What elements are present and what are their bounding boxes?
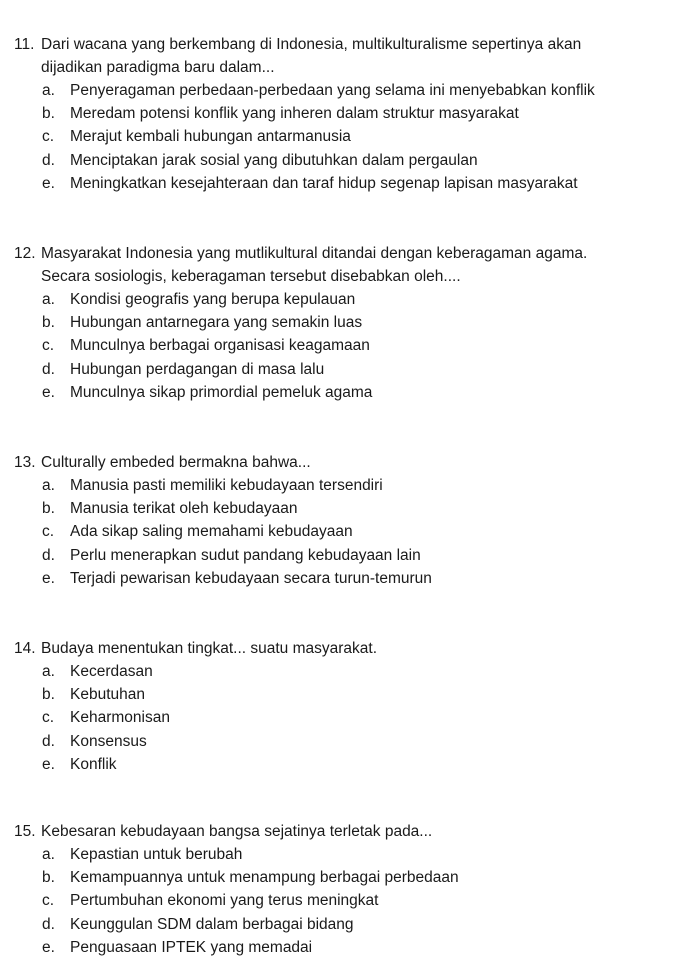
question-14 [14, 637, 684, 776]
option-text: Menciptakan jarak sosial yang dibutuhkan dalam pergaulan [70, 151, 478, 169]
option-e [14, 567, 684, 590]
option-letter: c. [42, 337, 55, 355]
option-b [14, 866, 684, 889]
option-d [14, 149, 684, 172]
option-a [14, 843, 684, 866]
option-letter: d. [42, 360, 55, 378]
option-letter: d. [42, 546, 55, 564]
question-stem [14, 451, 684, 474]
option-letter: b. [42, 500, 55, 518]
question-text-line-2: Secara sosiologis, keberagaman tersebut disebabkan oleh.... [41, 268, 461, 285]
question-12 [14, 242, 684, 404]
option-letter: d. [42, 732, 55, 750]
option-text: Kondisi geografis yang berupa kepulauan [70, 291, 356, 308]
option-c [14, 334, 684, 357]
option-text: Manusia pasti memiliki kebudayaan tersendiri [70, 477, 383, 494]
option-text: Manusia terikat oleh kebudayaan [70, 500, 298, 518]
option-e [14, 753, 684, 776]
question-stem [14, 820, 684, 843]
option-text: Terjadi pewarisan kebudayaan secara turun-temurun [70, 569, 432, 587]
option-text: Keunggulan SDM dalam berbagai bidang [70, 915, 354, 933]
question-text-line-2: dijadikan paradigma baru dalam... [41, 59, 275, 76]
options-list [14, 79, 684, 195]
option-a [14, 79, 684, 102]
option-letter: c. [42, 709, 55, 727]
question-stem [14, 33, 684, 56]
option-text: Kepastian untuk berubah [70, 846, 243, 863]
options-list [14, 288, 684, 404]
option-text: Kebutuhan [70, 686, 145, 704]
option-text: Pertumbuhan ekonomi yang terus meningkat [70, 892, 379, 910]
option-text: Konflik [70, 755, 117, 773]
option-letter: a. [42, 82, 55, 99]
question-11 [14, 33, 684, 195]
option-text: Perlu menerapkan sudut pandang kebudayaan lain [70, 546, 421, 564]
option-letter: d. [42, 915, 55, 933]
option-c [14, 125, 684, 148]
question-text-line-1: Masyarakat Indonesia yang mutlikultural ditandai dengan keberagaman agama. [41, 245, 588, 262]
option-text: Ada sikap saling memahami kebudayaan [70, 523, 353, 541]
option-c [14, 520, 684, 543]
option-text: Merajut kembali hubungan antarmanusia [70, 128, 351, 146]
option-text: Munculnya sikap primordial pemeluk agama [70, 383, 373, 401]
option-letter: a. [42, 846, 55, 863]
options-list [14, 843, 684, 959]
option-text: Penguasaan IPTEK yang memadai [70, 938, 313, 956]
option-letter: a. [42, 477, 55, 494]
option-c [14, 706, 684, 729]
option-text: Keharmonisan [70, 709, 170, 727]
option-text: Meredam potensi konflik yang inheren dalam struktur masyarakat [70, 105, 519, 123]
option-d [14, 913, 684, 936]
question-stem [14, 637, 684, 660]
question-text-line-1: Dari wacana yang berkembang di Indonesia, multikulturalisme sepertinya akan [41, 36, 582, 53]
option-b [14, 311, 684, 334]
option-e [14, 172, 684, 195]
option-text: Kemampuannya untuk menampung berbagai perbedaan [70, 869, 459, 887]
option-text: Konsensus [70, 732, 147, 750]
question-number: 14. [14, 640, 36, 657]
option-text: Hubungan antarnegara yang semakin luas [70, 314, 363, 332]
option-letter: e. [42, 569, 55, 587]
option-e [14, 936, 684, 959]
option-letter: a. [42, 291, 55, 308]
option-letter: e. [42, 174, 55, 192]
option-letter: e. [42, 383, 55, 401]
question-text-line-1: Budaya menentukan tingkat... suatu masyarakat. [41, 640, 378, 657]
option-letter: b. [42, 869, 55, 887]
option-b [14, 683, 684, 706]
options-list [14, 660, 684, 776]
option-letter: e. [42, 938, 55, 956]
option-text: Penyeragaman perbedaan-perbedaan yang selama ini menyebabkan konflik [70, 82, 595, 99]
option-text: Meningkatkan kesejahteraan dan taraf hidup segenap lapisan masyarakat [70, 174, 578, 192]
option-d [14, 358, 684, 381]
option-a [14, 660, 684, 683]
option-letter: e. [42, 755, 55, 773]
option-letter: c. [42, 523, 55, 541]
option-letter: b. [42, 314, 55, 332]
option-b [14, 497, 684, 520]
option-text: Kecerdasan [70, 663, 153, 680]
options-list [14, 474, 684, 590]
question-15 [14, 820, 684, 959]
option-letter: c. [42, 128, 55, 146]
option-a [14, 288, 684, 311]
option-letter: d. [42, 151, 55, 169]
option-text: Munculnya berbagai organisasi keagamaan [70, 337, 370, 355]
option-letter: a. [42, 663, 55, 680]
option-b [14, 102, 684, 125]
option-c [14, 889, 684, 912]
option-d [14, 730, 684, 753]
question-number: 13. [14, 454, 36, 471]
option-letter: b. [42, 686, 55, 704]
option-letter: c. [42, 892, 55, 910]
question-text-line-1: Culturally embeded bermakna bahwa... [41, 454, 311, 471]
option-a [14, 474, 684, 497]
question-13 [14, 451, 684, 590]
option-text: Hubungan perdagangan di masa lalu [70, 360, 325, 378]
question-text-line-1: Kebesaran kebudayaan bangsa sejatinya terletak pada... [41, 823, 433, 840]
option-e [14, 381, 684, 404]
question-number: 15. [14, 823, 36, 840]
option-letter: b. [42, 105, 55, 123]
question-stem [14, 242, 684, 265]
question-number: 11. [14, 36, 35, 53]
question-number: 12. [14, 245, 36, 262]
option-d [14, 544, 684, 567]
